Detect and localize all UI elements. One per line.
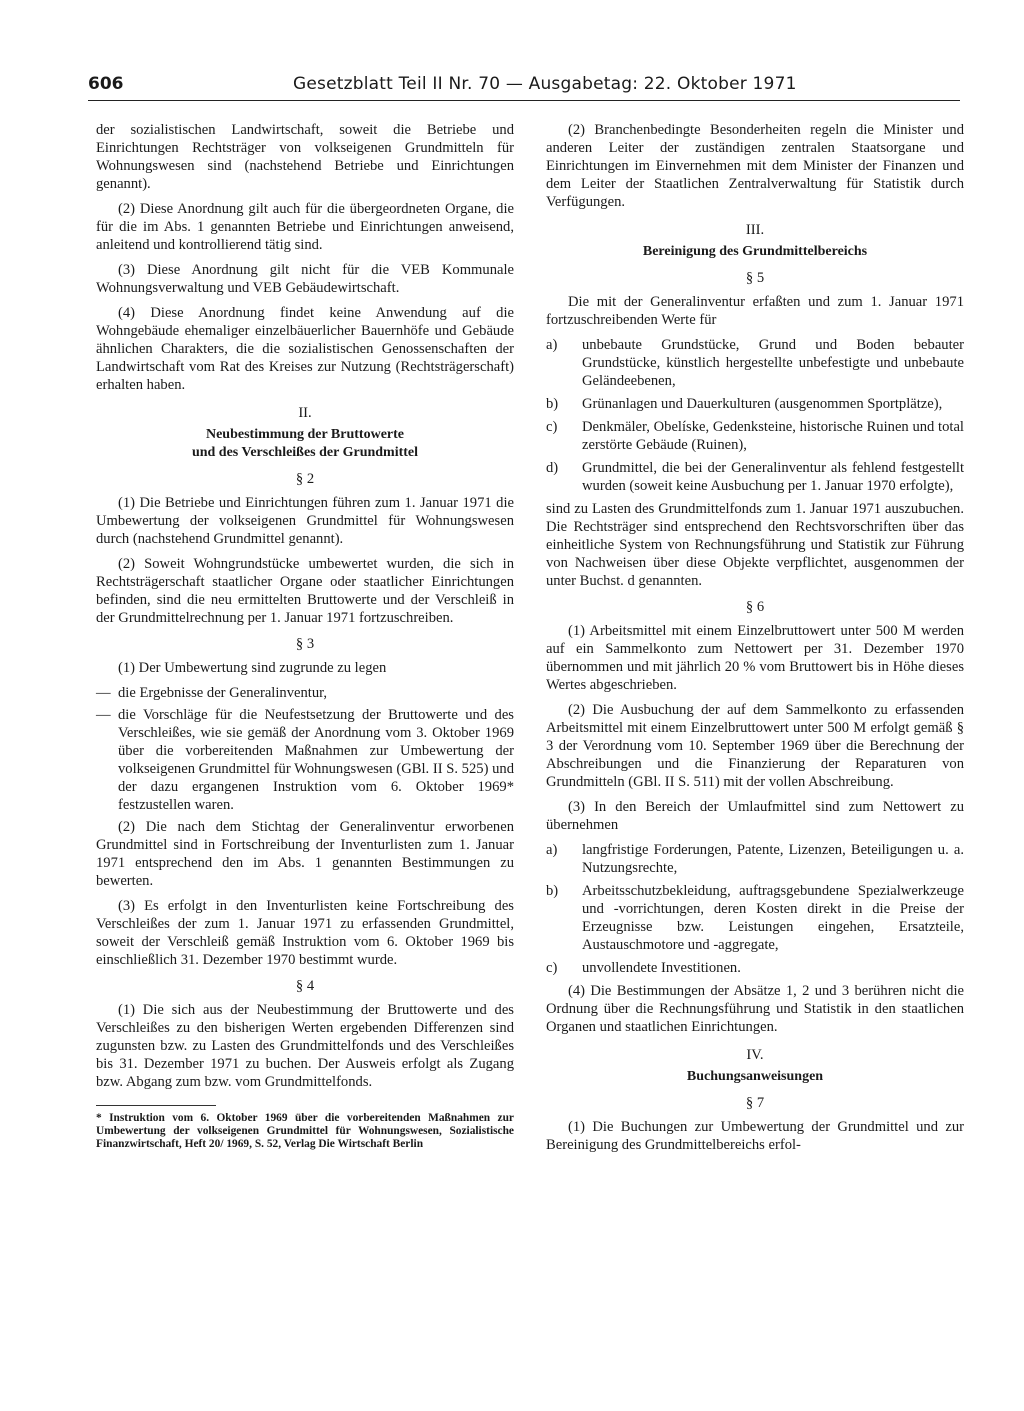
list-item-text: die Vorschläge für die Neufestsetzung der Bruttowerte und des Verschleißes, wie sie gemäß der Anordnung vom 3. Oktober 1969 über die vorbereitenden Maßnahmen zur Umbewertung der volkseigenen Grundmittel für Wohnungswesen (GBl. II S. 525) und der dazu ergangenen Instruktion vom 6. Oktober 1969* festzustellen waren. — [118, 707, 514, 813]
paragraph: der sozialistischen Landwirtschaft, soweit die Betriebe und Einrichtungen Rechtsträger von volkseigenen Grundmitteln für Wohnungswesen sind (nachstehend Betriebe und Einrichtungen genannt). — [96, 122, 514, 192]
list-item — [96, 706, 514, 814]
paragraph: (2) Die nach dem Stichtag der Generalinventur erworbenen Grundmittel sind in Fortschreibung der Inventurlisten zum 1. Januar 1971 entsprechend den im Abs. 1 genannten Bestimmungen zu bewerten. — [96, 819, 514, 889]
paragraph: (1) Die Buchungen zur Umbewertung der Grundmittel und zur Bereinigung des Grundmittelbereichs erfol- — [546, 1119, 964, 1153]
list-item — [546, 459, 964, 495]
chapter-title — [96, 426, 514, 462]
list-dash: — — [96, 685, 111, 701]
paragraph: (3) Es erfolgt in den Inventurlisten keine Fortschreibung des Verschleißes der zum 1. Januar 1971 zu erfassenden Grundmittel, soweit der Verschleiß gemäß Instruktion vom 6. Oktober 1969 bis einschließlich 31. Dezember 1970 bestimmt wurde. — [96, 898, 514, 968]
paragraph: (1) Arbeitsmittel mit einem Einzelbruttowert unter 500 M werden auf ein Sammelkonto zum Nettowert per 31. Dezember 1970 übernommen und mit jährlich 20 % vom Bruttowert bis in Höhe dieses Wertes abgeschrieben. — [546, 623, 964, 693]
footnote-divider — [96, 1105, 216, 1106]
list-item — [546, 395, 964, 413]
list-item — [546, 336, 964, 390]
paragraph: (4) Diese Anordnung findet keine Anwendung auf die Wohngebäude ehemaliger einzelbäuerlicher Bauernhöfe und Gebäude ähnlichen Charakters, die die sozialistischen Genossenschaften der Landwirtschaft vom Rat des Kreises zur Nutzung (Rechtsträgerschaft) erhalten haben. — [96, 305, 514, 393]
list-item — [546, 841, 964, 877]
list-label: b) — [546, 883, 559, 899]
section-heading: § 4 — [295, 978, 315, 994]
list-item — [96, 684, 514, 702]
paragraph: (4) Die Bestimmungen der Absätze 1, 2 und 3 berühren nicht die Ordnung über die Rechnungsführung und Statistik in den staatlichen Organen und staatlichen Einrichtungen. — [546, 983, 964, 1035]
paragraph: sind zu Lasten des Grundmittelfonds zum 1. Januar 1971 auszubuchen. Die Rechtsträger sind entsprechend den Rechtsvorschriften über das einheitliche System von Rechnungsführung und Statistik zur Führung von Nachweisen über diese Objekte verpflichtet, ausgenommen der unter Buchst. d genannten. — [546, 501, 964, 589]
paragraph: (3) Diese Anordnung gilt nicht für die VEB Kommunale Wohnungsverwaltung und VEB Gebäudewirtschaft. — [96, 262, 514, 296]
list-item-text: Arbeitsschutzbekleidung, auftragsgebundene Spezialwerkzeuge und -vorrichtungen, deren Kosten direkt in die Preise der Erzeugnisse bzw. Leistungen eingehen, Ersatzteile, Austauschmotore und -aggregate, — [582, 883, 964, 953]
section-heading: § 5 — [745, 270, 765, 286]
page-number: 606 — [88, 74, 124, 94]
list-item — [546, 418, 964, 454]
paragraph: Die mit der Generalinventur erfaßten und zum 1. Januar 1971 fortzuschreibenden Werte für — [546, 294, 964, 328]
gazette-title: Gesetzblatt Teil II Nr. 70 — Ausgabetag: 22. Oktober 1971 — [293, 74, 797, 94]
section-heading: § 3 — [295, 636, 315, 652]
section-heading: § 7 — [745, 1095, 765, 1111]
paragraph: (1) Die Betriebe und Einrichtungen führen zum 1. Januar 1971 die Umbewertung der volkseigenen Grundmittel für Wohnungswesen durch (nachstehend Grundmittel genannt). — [96, 495, 514, 547]
list-item-text: langfristige Forderungen, Patente, Lizenzen, Beteiligungen u. a. Nutzungsrechte, — [582, 842, 964, 876]
list-item-text: Grünanlagen und Dauerkulturen (ausgenommen Sportplätze), — [582, 396, 943, 412]
chapter-number: IV. — [746, 1047, 764, 1063]
list-label: a) — [546, 337, 558, 353]
page-header — [88, 72, 960, 101]
list-item-text: Denkmäler, Obelíske, Gedenksteine, historische Ruinen und total zerstörte Gebäude (Ruinen), — [582, 419, 964, 453]
paragraph: (2) Die Ausbuchung der auf dem Sammelkonto zu erfassenden Arbeitsmittel mit einem Einzelbruttowert unter 500 M erfolgt gemäß § 3 der Verordnung vom 10. September 1969 über die Berechnung der Abschreibungen und die Finanzierung der Reparaturen von Grundmitteln (GBl. II S. 511) mit der vollen Abschreibung. — [546, 702, 964, 790]
chapter-title: Buchungsanweisungen — [686, 1069, 824, 1084]
list-item — [546, 959, 964, 977]
section-heading: § 2 — [295, 471, 315, 487]
list-item-text: die Ergebnisse der Generalinventur, — [118, 685, 328, 701]
chapter-number: II. — [298, 405, 312, 421]
chapter-title-line: Neubestimmung der Bruttowerte — [205, 427, 405, 442]
list-label: b) — [546, 396, 559, 412]
list-item — [546, 882, 964, 954]
paragraph: (3) In den Bereich der Umlaufmittel sind zum Nettowert zu übernehmen — [546, 799, 964, 833]
list-item-text: unvollendete Investitionen. — [582, 960, 741, 976]
paragraph: (1) Der Umbewertung sind zugrunde zu legen — [118, 660, 387, 676]
list-label: c) — [546, 419, 558, 435]
chapter-title-line: und des Verschleißes der Grundmittel — [191, 445, 419, 460]
list-item-text: unbebaute Grundstücke, Grund und Boden bebauter Grundstücke, künstlich hergestellte unbefestigte und unbebaute Geländeebenen, — [582, 337, 964, 389]
paragraph: (2) Branchenbedingte Besonderheiten regeln die Minister und anderen Leiter der zuständigen zentralen Staatsorgane und Einrichtungen im Einvernehmen mit dem Minister der Finanzen und dem Leiter der Staatlichen Zentralverwaltung für Statistik durch Verfügungen. — [546, 122, 964, 210]
list-label: c) — [546, 960, 558, 976]
paragraph: (2) Diese Anordnung gilt auch für die übergeordneten Organe, die für die im Abs. 1 genannten Betriebe und Einrichtungen anweisend, anleitend und kontrollierend tätig sind. — [96, 201, 514, 253]
right-column — [546, 121, 964, 1161]
left-column — [96, 121, 514, 1151]
list-label: d) — [546, 460, 559, 476]
section-heading: § 6 — [745, 599, 765, 615]
chapter-number: III. — [745, 222, 765, 238]
list-label: a) — [546, 842, 558, 858]
footnote: * Instruktion vom 6. Oktober 1969 über die vorbereitenden Maßnahmen zur Umbewertung der volkseigenen Grundmittel für Wohnungswesen, Sozialistische Finanzwirtschaft, Heft 20/ 1969, S. 52, Verlag Die Wirtschaft Berlin — [96, 1112, 514, 1150]
list-item-text: Grundmittel, die bei der Generalinventur als fehlend festgestellt wurden (soweit keine Ausbuchung per 1. Januar 1970 erfolgte), — [582, 460, 964, 494]
list-dash: — — [96, 707, 111, 723]
chapter-title: Bereinigung des Grundmittelbereichs — [642, 244, 868, 259]
paragraph: (1) Die sich aus der Neubestimmung der Bruttowerte und des Verschleißes zu den bisherigen Werten ergebenden Differenzen sind zugunsten bzw. zu Lasten des Grundmittelfonds und des Verschleißes bis 31. Dezember 1971 zu buchen. Der Ausweis erfolgt als Zugang bzw. Abgang zum bzw. vom Grundmittelfonds. — [96, 1002, 514, 1090]
paragraph: (2) Soweit Wohngrundstücke umbewertet wurden, die sich in Rechtsträgerschaft staatlicher Organe oder staatlicher Einrichtungen befinden, sind die neu ermittelten Bruttowerte und der Verschleiß in der Grundmittelrechnung per 1. Januar 1971 fortzuschreiben. — [96, 556, 514, 626]
